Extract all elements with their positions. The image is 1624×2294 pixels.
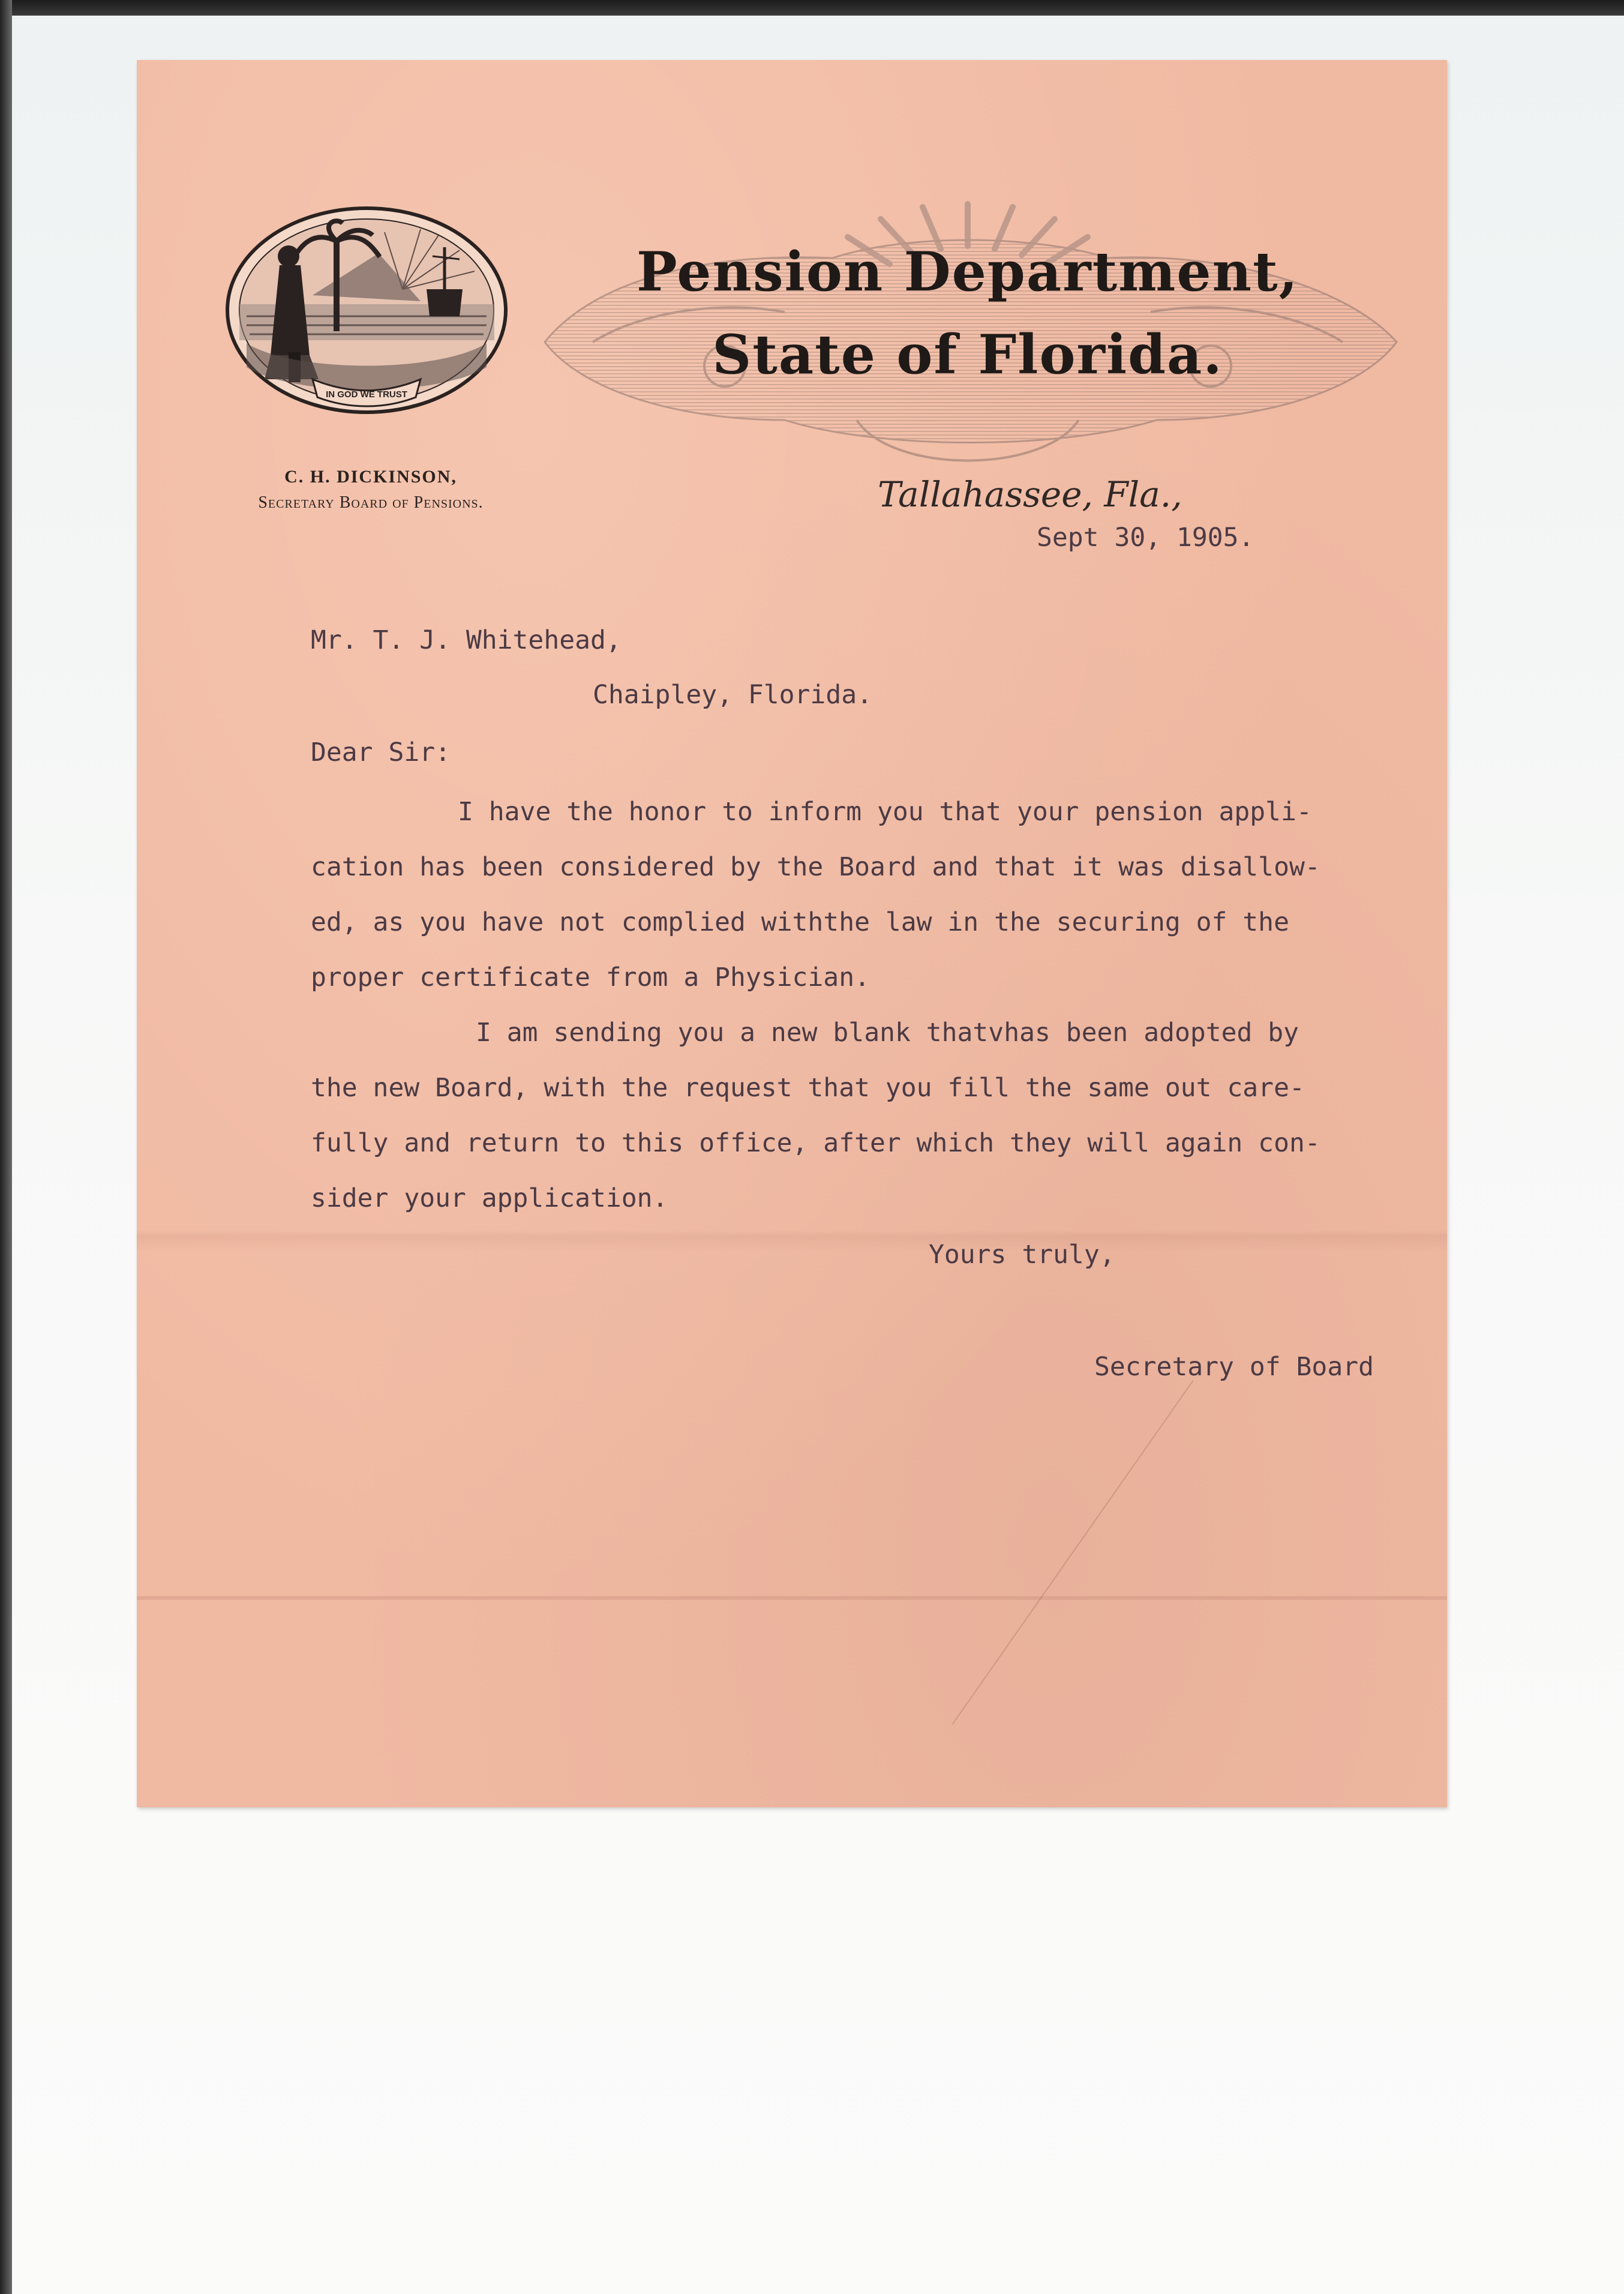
secretary-title: Secretary Board of Pensions. [258,493,484,512]
florida-state-seal [223,199,511,427]
salutation: Dear Sir: [311,737,451,767]
fold-crease [137,1596,1447,1600]
body-line: ed, as you have not complied withthe law in the securing of the [311,907,1289,937]
recipient-name: Mr. T. J. Whitehead, [311,625,622,655]
letter-date: Sept 30, 1905. [1037,523,1254,553]
letterhead-place: Tallahassee, Fla., [878,474,1182,515]
body-line: fully and return to this office, after which they will again con- [311,1128,1320,1158]
closing: Yours truly, [929,1240,1115,1270]
secretary-name: C. H. DICKINSON, [284,467,457,487]
letter-page [137,60,1447,1807]
scan-left-edge [0,0,12,2294]
body-line: sider your application. [311,1183,668,1213]
letterhead-title: Pension Department, [637,240,1299,304]
signature-title: Secretary of Board [1094,1352,1374,1382]
seal-motto: IN GOD WE TRUST [326,389,407,400]
body-line: the new Board, with the request that you fill the same out care- [311,1073,1305,1103]
body-line: I have the honor to inform you that your pension appli- [458,797,1312,827]
recipient-address: Chaipley, Florida. [593,680,872,710]
scan-top-edge [0,0,1624,16]
diagonal-crease [951,1380,1193,1725]
body-line: cation has been considered by the Board and that it was disallow- [311,852,1320,882]
body-line: I am sending you a new blank thatvhas been adopted by [476,1018,1299,1048]
letterhead-subtitle: State of Florida. [712,323,1223,386]
body-line: proper certificate from a Physician. [311,962,870,992]
